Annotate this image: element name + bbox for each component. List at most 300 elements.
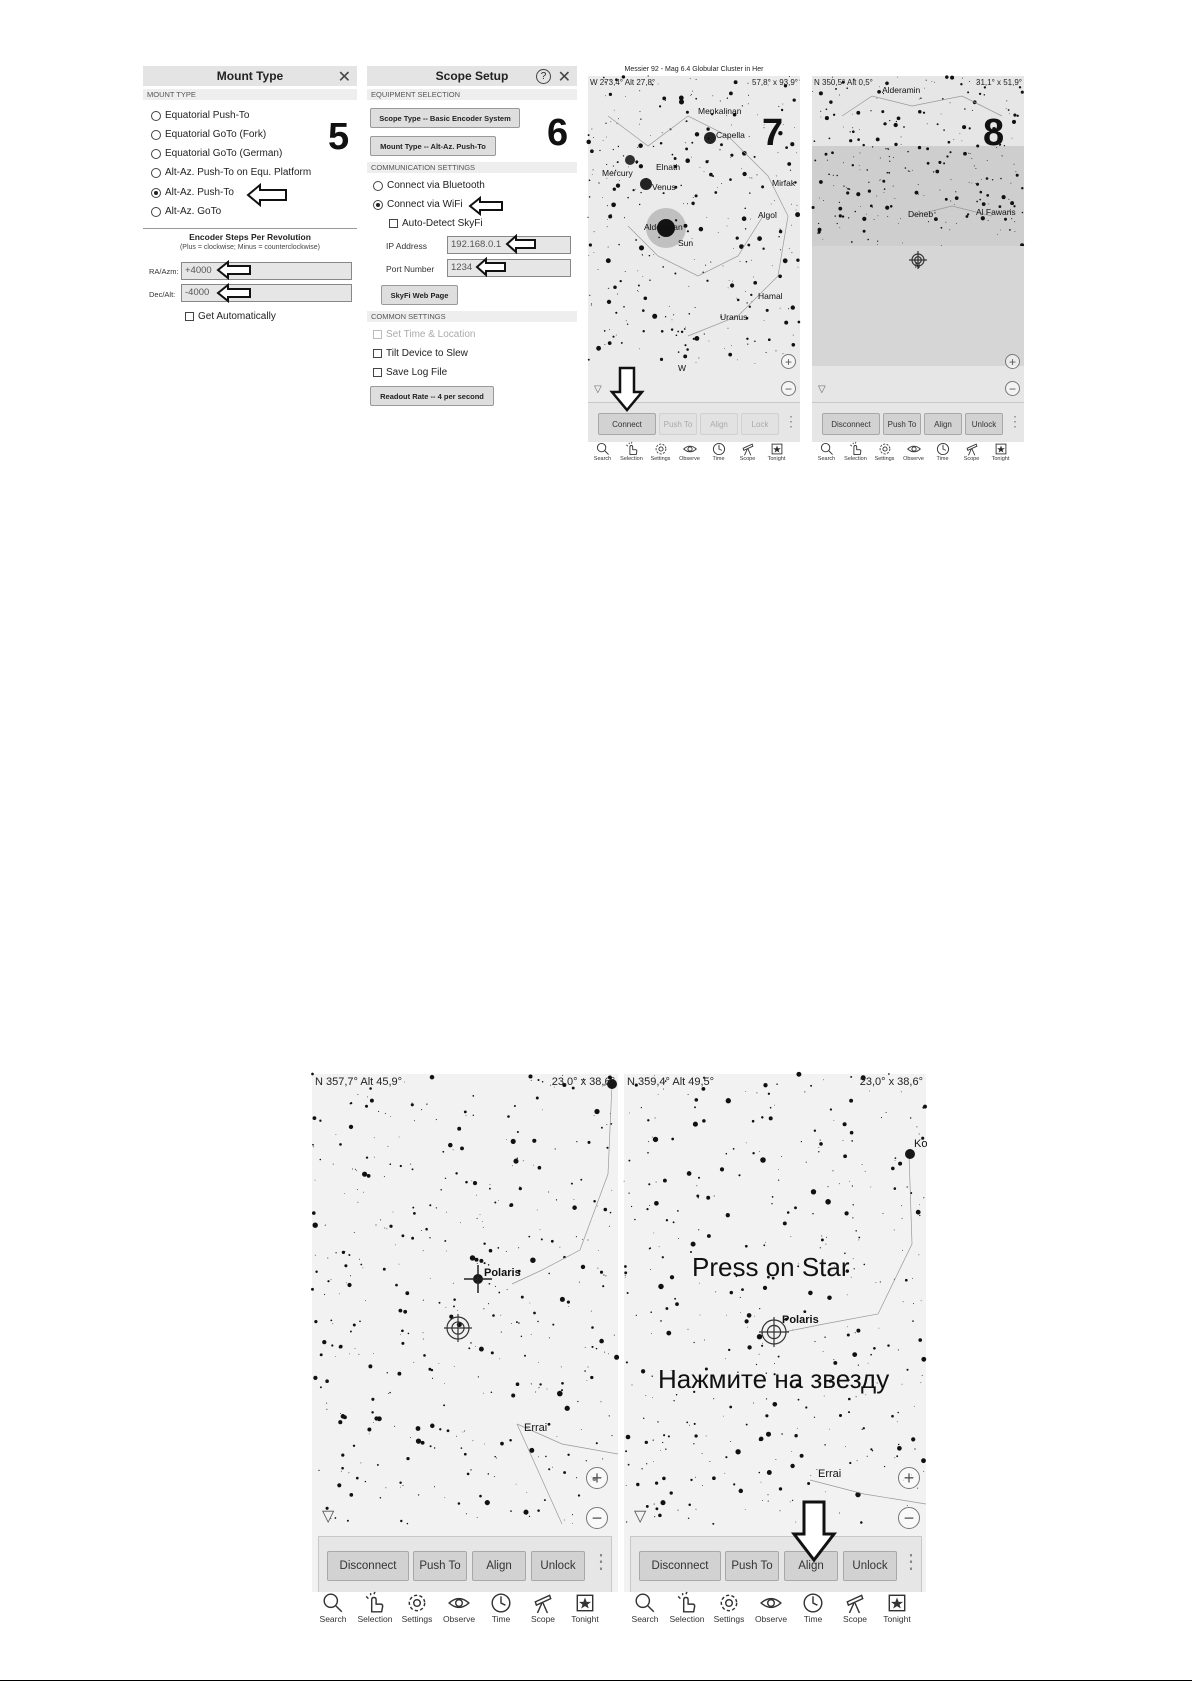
star-dot — [539, 1383, 541, 1385]
star-dot — [490, 1184, 491, 1185]
star-dot — [696, 1185, 697, 1186]
star-dot — [623, 155, 624, 156]
radio-button[interactable] — [151, 207, 161, 217]
star-dot — [759, 1151, 760, 1152]
auto-detect-skyfi-checkbox[interactable]: Auto-Detect SkyFi — [389, 218, 483, 229]
star-dot — [859, 129, 860, 130]
get-automatically-checkbox[interactable]: Get Automatically — [185, 311, 276, 322]
star-dot — [725, 1456, 727, 1458]
push-to-button[interactable]: Push To — [725, 1551, 779, 1581]
nav-observe[interactable] — [750, 1592, 792, 1624]
dec-input[interactable]: -4000 — [181, 284, 352, 302]
star-dot — [342, 1251, 345, 1254]
star-dot — [963, 152, 967, 156]
align-button[interactable]: Align — [472, 1551, 526, 1581]
star-dot — [881, 110, 884, 113]
star-dot — [591, 129, 592, 130]
star-dot — [371, 1411, 373, 1413]
star-dot — [375, 1224, 376, 1225]
star-dot — [462, 1432, 463, 1433]
star-dot — [532, 1139, 536, 1143]
star-dot — [611, 1190, 612, 1191]
mount-option-altaz-platform[interactable]: Alt-Az. Push-To on Equ. Platform — [151, 167, 311, 178]
readout-rate-button[interactable]: Readout Rate -- 4 per second — [370, 386, 494, 406]
collapse-icon[interactable]: ▽ — [634, 1508, 647, 1525]
star-dot — [747, 344, 748, 345]
star-dot — [827, 160, 828, 161]
mount-type-button[interactable]: Mount Type -- Alt-Az. Push-To — [370, 136, 496, 156]
star-dot — [955, 191, 956, 192]
star-dot — [1000, 178, 1002, 180]
star-dot — [922, 1107, 924, 1109]
star-dot — [482, 1221, 483, 1222]
star-dot — [315, 1270, 317, 1272]
checkbox[interactable] — [389, 219, 398, 228]
star-dot — [839, 1183, 840, 1184]
star-dot — [400, 1165, 402, 1167]
star-dot — [702, 1453, 703, 1454]
nav-search[interactable] — [624, 1592, 666, 1624]
star-dot — [814, 159, 816, 161]
star-dot — [369, 1433, 370, 1434]
nav-label: Observe — [754, 1614, 788, 1624]
star-dot — [721, 183, 722, 184]
push-to-button[interactable]: Push To — [659, 413, 697, 435]
dec-label: Dec/Alt: — [149, 290, 176, 299]
star-dot — [489, 1283, 491, 1285]
star-dot — [888, 172, 890, 174]
star-dot — [555, 1148, 556, 1149]
star-dot — [389, 1163, 391, 1165]
zoom-in-icon[interactable]: + — [781, 354, 796, 369]
star-dot — [626, 1435, 631, 1440]
nav-time[interactable] — [704, 442, 733, 462]
star-dot — [788, 308, 789, 309]
star-dot — [632, 1385, 633, 1386]
nav-observe[interactable] — [675, 442, 704, 462]
align-button[interactable]: Align — [700, 413, 738, 435]
push-to-button[interactable]: Push To — [883, 413, 921, 435]
bright-object-glow — [905, 1149, 915, 1159]
disconnect-button[interactable]: Disconnect — [822, 413, 880, 435]
star-dot — [591, 1326, 594, 1329]
star-dot — [537, 1079, 539, 1081]
nav-settings[interactable] — [396, 1592, 438, 1624]
star-dot — [561, 1382, 564, 1385]
more-options-icon[interactable]: ⋮ — [901, 1551, 921, 1573]
star-dot — [737, 360, 738, 361]
zoom-out-icon[interactable]: − — [781, 381, 796, 396]
nav-label: Settings — [401, 1614, 433, 1624]
nav-tonight[interactable] — [876, 1592, 918, 1624]
zoom-out-icon[interactable]: − — [1005, 381, 1020, 396]
star-dot — [647, 1152, 649, 1154]
star-dot — [902, 1218, 903, 1219]
star-dot — [634, 1219, 636, 1221]
nav-observe[interactable] — [899, 442, 928, 462]
star-dot — [873, 1347, 876, 1350]
star-dot — [656, 1182, 657, 1183]
instruction-press-on-star: Press on Star — [692, 1252, 850, 1282]
star-dot — [763, 1083, 767, 1087]
star-dot — [620, 280, 622, 282]
mount-option-altaz-goto[interactable]: Alt-Az. GoTo — [151, 206, 221, 217]
star-dot — [531, 1080, 532, 1081]
radio-button[interactable] — [151, 168, 161, 178]
star-dot — [313, 1116, 317, 1120]
star-dot — [456, 1436, 457, 1437]
star-dot — [598, 269, 599, 270]
star-dot — [950, 201, 951, 202]
star-dot — [882, 180, 885, 183]
star-dot — [585, 1347, 586, 1348]
star-dot — [819, 1142, 823, 1146]
star-dot — [804, 1091, 805, 1092]
star-dot — [823, 200, 824, 201]
star-dot — [426, 1103, 427, 1104]
close-icon[interactable]: ✕ — [337, 69, 351, 86]
star-dot — [726, 1153, 728, 1155]
star-dot — [653, 254, 654, 255]
star-dot — [740, 1297, 741, 1298]
star-dot — [521, 1336, 522, 1337]
star-dot — [768, 338, 771, 341]
radio-button[interactable] — [151, 149, 161, 159]
nav-time[interactable] — [928, 442, 957, 462]
star-dot — [488, 1303, 489, 1304]
star-dot — [921, 1458, 926, 1463]
checkbox[interactable] — [373, 368, 382, 377]
star-dot — [918, 146, 921, 149]
radio-button-selected[interactable] — [151, 188, 161, 198]
star-dot — [969, 182, 970, 183]
star-dot — [801, 1141, 802, 1142]
star-dot — [586, 140, 591, 145]
star-dot — [969, 81, 970, 82]
star-dot — [608, 288, 609, 289]
help-icon[interactable]: ? — [536, 69, 551, 84]
star-dot — [868, 182, 869, 183]
star-dot — [757, 115, 758, 116]
unlock-button[interactable]: Unlock — [843, 1551, 897, 1581]
star-dot — [557, 1436, 558, 1437]
star-dot — [439, 1363, 440, 1364]
star-dot — [986, 194, 989, 197]
mount-option-equatorial-goto-fork[interactable]: Equatorial GoTo (Fork) — [151, 129, 266, 140]
star-dot — [444, 1383, 445, 1384]
star-dot — [537, 1210, 538, 1211]
zoom-out-icon[interactable]: − — [898, 1507, 920, 1529]
star-dot — [845, 1446, 846, 1447]
star-dot — [735, 1449, 740, 1454]
star-label-mirfak: Mirfak — [772, 178, 796, 188]
star-dot — [895, 1157, 897, 1159]
star-dot — [884, 188, 886, 190]
star-dot — [432, 1378, 433, 1379]
star-dot — [724, 1473, 725, 1474]
nav-selection[interactable] — [354, 1592, 396, 1624]
nav-tonight[interactable] — [564, 1592, 606, 1624]
connect-bluetooth-option[interactable]: Connect via Bluetooth — [373, 180, 485, 191]
collapse-icon[interactable]: ▽ — [818, 384, 826, 395]
star-dot — [699, 227, 704, 232]
zoom-in-icon[interactable]: + — [898, 1467, 920, 1489]
star-dot — [1021, 91, 1024, 94]
star-dot — [791, 252, 792, 253]
star-dot — [976, 144, 979, 147]
radio-button-selected[interactable] — [373, 200, 383, 210]
star-dot — [655, 1118, 656, 1119]
star-dot — [399, 1137, 400, 1138]
star-dot — [761, 1345, 763, 1347]
nav-label: Selection — [357, 1614, 393, 1624]
star-dot — [649, 255, 651, 257]
nav-settings[interactable] — [646, 442, 675, 462]
star-dot — [670, 1275, 674, 1279]
search-icon — [322, 1592, 344, 1614]
nav-selection[interactable] — [666, 1592, 708, 1624]
star-dot — [617, 123, 618, 124]
star-dot — [672, 320, 673, 321]
connect-button[interactable]: Connect — [598, 413, 656, 435]
star-dot — [395, 1245, 396, 1246]
nav-settings[interactable] — [708, 1592, 750, 1624]
ip-address-input[interactable]: 192.168.0.1 — [447, 236, 571, 254]
scope-type-button[interactable]: Scope Type -- Basic Encoder System — [370, 108, 520, 128]
star-dot — [610, 1123, 612, 1125]
star-dot — [740, 261, 741, 262]
star-dot — [753, 277, 754, 278]
star-dot — [867, 1456, 868, 1457]
star-dot — [350, 1331, 352, 1333]
tilt-device-checkbox[interactable]: Tilt Device to Slew — [373, 348, 468, 359]
nav-label: Tonight — [991, 456, 1010, 462]
nav-search[interactable] — [812, 442, 841, 462]
nav-label: Scope — [842, 1614, 868, 1624]
mount-option-altaz-push-to[interactable]: Alt-Az. Push-To — [151, 187, 234, 198]
star-dot — [613, 166, 614, 167]
star-dot — [470, 1342, 472, 1344]
nav-scope[interactable] — [834, 1592, 876, 1624]
star-dot — [767, 1470, 772, 1475]
star-dot — [695, 194, 698, 197]
star-dot — [763, 1286, 767, 1290]
unlock-button[interactable]: Unlock — [531, 1551, 585, 1581]
star-dot — [794, 127, 795, 128]
star-dot — [920, 98, 921, 99]
star-dot — [698, 358, 699, 359]
star-dot — [360, 1264, 362, 1266]
star-dot — [472, 1440, 473, 1441]
star-dot — [672, 154, 674, 156]
push-to-button[interactable]: Push To — [413, 1551, 467, 1581]
star-dot — [941, 114, 942, 115]
nav-scope[interactable] — [522, 1592, 564, 1624]
unlock-button[interactable]: Unlock — [965, 413, 1003, 435]
star-dot — [332, 1323, 333, 1324]
star-dot — [839, 1414, 842, 1417]
star-dot — [500, 1315, 501, 1316]
star-dot — [960, 133, 961, 134]
checkbox[interactable] — [373, 349, 382, 358]
star-dot — [673, 314, 674, 315]
star-dot — [906, 1369, 908, 1371]
star-dot — [702, 1119, 706, 1123]
star-dot — [979, 93, 981, 95]
star-dot — [625, 1277, 626, 1278]
star-dot — [489, 1188, 491, 1190]
more-options-icon[interactable]: ⋮ — [784, 413, 798, 429]
star-dot — [423, 1354, 426, 1357]
star-dot — [311, 1288, 314, 1291]
star-dot — [643, 1418, 644, 1419]
nav-tonight[interactable] — [986, 442, 1015, 462]
star-dot — [466, 1115, 467, 1116]
zoom-out-icon[interactable]: − — [586, 1507, 608, 1529]
star-dot — [687, 1171, 692, 1176]
star-dot — [922, 1375, 923, 1376]
star-dot — [533, 1312, 536, 1315]
checkbox[interactable] — [185, 312, 194, 321]
star-dot — [921, 1300, 922, 1301]
collapse-icon[interactable]: ▽ — [594, 384, 602, 395]
star-dot — [556, 1199, 557, 1200]
disconnect-button[interactable]: Disconnect — [327, 1551, 409, 1581]
ra-input[interactable]: +4000 — [181, 262, 352, 280]
star-dot — [352, 1169, 353, 1170]
star-dot — [992, 179, 993, 180]
star-dot — [367, 1174, 371, 1178]
star-dot — [696, 1509, 697, 1510]
star-dot — [757, 236, 762, 241]
star-dot — [618, 244, 619, 245]
star-dot — [581, 1265, 585, 1269]
star-dot — [642, 254, 643, 255]
star-dot — [506, 1139, 507, 1140]
port-number-input[interactable]: 1234 — [447, 259, 571, 277]
star-dot — [648, 1183, 650, 1185]
nav-selection[interactable] — [841, 442, 870, 462]
mount-option-equatorial-goto-german[interactable]: Equatorial GoTo (German) — [151, 148, 282, 159]
star-dot — [826, 1237, 827, 1238]
star-dot — [835, 88, 837, 90]
skyfi-web-page-button[interactable]: SkyFi Web Page — [381, 285, 458, 305]
star-dot — [606, 258, 611, 263]
star-dot — [772, 265, 773, 266]
star-dot — [663, 192, 665, 194]
star-dot — [934, 82, 935, 83]
star-dot — [453, 1305, 455, 1307]
star-dot — [872, 1450, 873, 1451]
zoom-in-icon[interactable]: + — [1005, 354, 1020, 369]
nav-tonight[interactable] — [762, 442, 791, 462]
mount-option-equatorial-push-to[interactable]: Equatorial Push-To — [151, 110, 250, 121]
star-dot — [538, 1388, 539, 1389]
star-dot — [1021, 187, 1023, 189]
star-dot — [560, 1247, 561, 1248]
star-dot — [825, 1244, 826, 1245]
connect-wifi-option[interactable]: Connect via WiFi — [373, 199, 463, 210]
star-dot — [639, 124, 640, 125]
nav-settings[interactable] — [870, 442, 899, 462]
more-options-icon[interactable]: ⋮ — [591, 1551, 611, 1573]
star-dot — [588, 255, 589, 256]
checkbox[interactable] — [373, 330, 382, 339]
star-dot — [374, 1137, 375, 1138]
star-dot — [981, 179, 982, 180]
collapse-icon[interactable]: ▽ — [322, 1508, 335, 1525]
fov-readout: 31,1° x 51,9° — [976, 78, 1022, 87]
nav-scope[interactable] — [957, 442, 986, 462]
nav-label: Time — [712, 456, 725, 462]
star-dot — [341, 1453, 344, 1456]
star-dot — [414, 1120, 415, 1121]
star-dot — [970, 153, 971, 154]
star-dot — [887, 216, 888, 217]
radio-button[interactable] — [151, 111, 161, 121]
star-dot — [572, 1205, 577, 1210]
align-button[interactable]: Align — [784, 1551, 838, 1581]
bottom-navigation-9 — [312, 1592, 618, 1632]
star-dot — [1016, 174, 1019, 177]
nav-search[interactable] — [312, 1592, 354, 1624]
star-dot — [412, 1207, 414, 1209]
compass-west-label: W — [678, 363, 687, 373]
settings-icon — [718, 1592, 740, 1614]
star-dot — [759, 1472, 761, 1474]
star-dot — [371, 1398, 374, 1401]
radio-button[interactable] — [151, 130, 161, 140]
star-dot — [516, 1484, 517, 1485]
star-dot — [780, 1510, 781, 1511]
set-time-location-checkbox[interactable]: Set Time & Location — [373, 329, 476, 340]
radio-button[interactable] — [373, 181, 383, 191]
star-dot — [641, 1107, 642, 1108]
more-options-icon[interactable]: ⋮ — [1008, 413, 1022, 429]
nav-selection[interactable] — [617, 442, 646, 462]
star-dot — [593, 169, 594, 170]
zoom-in-icon[interactable]: + — [586, 1467, 608, 1489]
star-dot — [696, 79, 697, 80]
star-label-alderamin: Alderamin — [882, 85, 921, 95]
save-log-file-checkbox[interactable]: Save Log File — [373, 367, 447, 378]
star-dot — [1002, 155, 1003, 156]
star-dot — [814, 140, 816, 142]
star-dot — [460, 1146, 464, 1150]
align-button[interactable]: Align — [924, 413, 962, 435]
nav-time[interactable] — [480, 1592, 522, 1624]
disconnect-button[interactable]: Disconnect — [639, 1551, 721, 1581]
star-dot — [713, 1398, 714, 1399]
star-dot — [854, 1268, 855, 1269]
lock-button[interactable]: Lock — [741, 413, 779, 435]
sky-view-screen-9[interactable] — [312, 1074, 618, 1592]
nav-observe[interactable] — [438, 1592, 480, 1624]
star-dot — [949, 151, 951, 153]
star-dot — [847, 1334, 850, 1337]
star-dot — [693, 1342, 694, 1343]
star-dot — [587, 1141, 590, 1144]
star-dot — [539, 1387, 540, 1388]
star-dot — [661, 330, 664, 333]
nav-search[interactable] — [588, 442, 617, 462]
nav-scope[interactable] — [733, 442, 762, 462]
sky-view-screen-10[interactable] — [624, 1074, 926, 1592]
close-icon[interactable]: ✕ — [557, 69, 571, 86]
star-dot — [895, 1160, 896, 1161]
star-dot — [669, 306, 670, 307]
nav-time[interactable] — [792, 1592, 834, 1624]
